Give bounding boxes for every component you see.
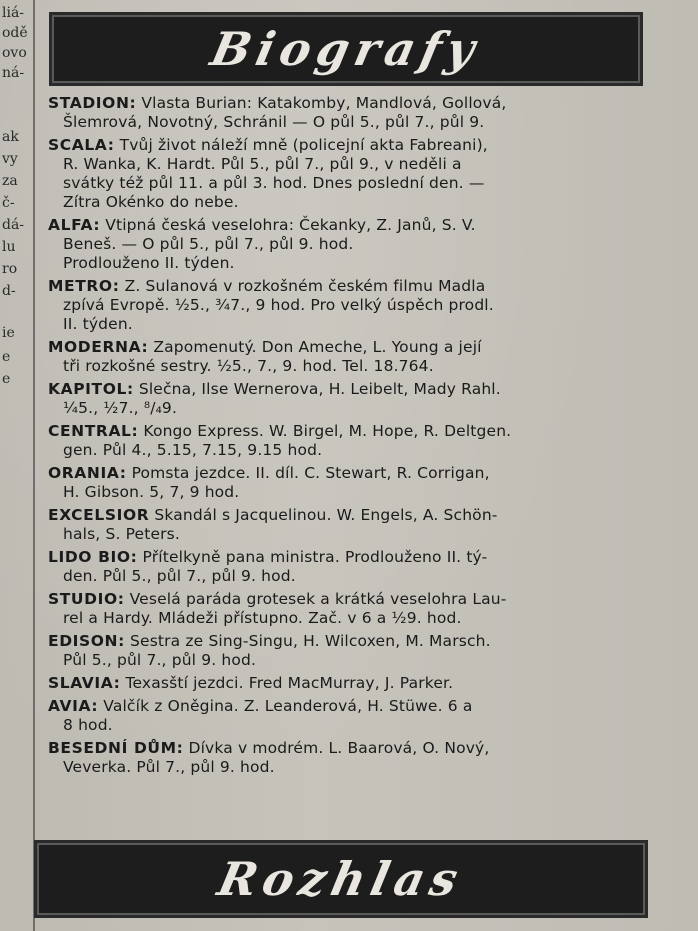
listing-entry [48,632,652,670]
fragment: dá- [2,217,25,233]
listing-text: R. Wanka, K. Hardt. Půl 5., půl 7., půl 9., v neděli a [63,155,462,173]
listing-text: Šlemrová, Novotný, Schránil — O půl 5., půl 7., půl 9. [63,113,485,131]
listing-text: Texasští jezdci. Fred MacMurray, J. Parker. [125,674,454,692]
listing-text: Beneš. — O půl 5., půl 7., půl 9. hod. [63,235,354,253]
listing-text: den. Půl 5., půl 7., půl 9. hod. [63,567,296,585]
fragment: za [2,173,18,189]
listing-text: II. týden. [63,315,133,333]
adjacent-column-fragments [0,0,30,931]
venue-name: METRO: [48,277,120,295]
listing-text: Skandál s Jacquelinou. W. Engels, A. Schön- [154,506,498,524]
listing-text: Přítelkyně pana ministra. Prodlouženo II. tý- [142,548,488,566]
fragment: ro [2,261,18,277]
fragment: liá- [2,5,25,21]
column-rule [33,0,35,931]
section-title: Biografy [206,22,486,76]
venue-name: SLAVIA: [48,674,121,692]
listing-text: hals, S. Peters. [63,525,180,543]
listing-text: Dívka v modrém. L. Baarová, O. Nový, [188,739,490,757]
biografy-banner [49,12,643,86]
fragment: ovo [2,45,27,61]
venue-name: ORANIA: [48,464,127,482]
venue-name: STADION: [48,94,137,112]
listing-text: Kongo Express. W. Birgel, M. Hope, R. Deltgen. [143,422,512,440]
listing-text: H. Gibson. 5, 7, 9 hod. [63,483,240,501]
listing-text: Slečna, Ilse Wernerova, H. Leibelt, Mady Rahl. [138,380,501,398]
listing-entry [48,380,652,418]
listing-text: Zapomenutý. Don Ameche, L. Young a její [153,338,482,356]
venue-name: BESEDNÍ DŮM: [48,739,184,757]
fragment: odě [2,25,28,41]
listing-text: ¼5., ½7., ⁸/₄9. [63,399,178,417]
listing-text: zpívá Evropě. ½5., ¾7., 9 hod. Pro velký úspěch prodl. [63,296,494,314]
fragment: lu [2,239,16,255]
venue-name: LIDO BIO: [48,548,138,566]
fragment: ná- [2,65,25,81]
listing-entry [48,674,652,693]
listing-text: Veselá paráda grotesek a krátká veselohra Lau- [129,590,507,608]
fragment: e [2,371,11,387]
fragment: vy [2,151,18,167]
listing-text: Veverka. Půl 7., půl 9. hod. [63,758,275,776]
venue-name: STUDIO: [48,590,125,608]
listing-text: Valčík z Oněgina. Z. Leanderová, H. Stüwe. 6 a [103,697,473,715]
rozhlas-banner [34,840,648,918]
fragment: č- [2,195,15,211]
listing-entry [48,277,652,334]
fragment: d- [2,283,16,299]
listing-text: Vlasta Burian: Katakomby, Mandlová, Gollová, [141,94,507,112]
fragment: ak [2,129,19,145]
listing-text: Prodlouženo II. týden. [63,254,235,272]
listing-text: Zítra Okénko do nebe. [63,193,239,211]
venue-name: ALFA: [48,216,101,234]
listing-entry [48,697,652,735]
section-title: Rozhlas [213,852,469,906]
fragment: e [2,349,11,365]
fragment: ie [2,325,15,341]
venue-name: EDISON: [48,632,125,650]
listing-text: Pomsta jezdce. II. díl. C. Stewart, R. Corrigan, [131,464,490,482]
listing-text: Tvůj život náleží mně (policejní akta Fabreani), [119,136,488,154]
venue-name: CENTRAL: [48,422,139,440]
venue-name: AVIA: [48,697,99,715]
listing-entry [48,422,652,460]
listing-text: tři rozkošné sestry. ½5., 7., 9. hod. Tel. 18.764. [63,357,434,375]
listing-entry [48,464,652,502]
venue-name: SCALA: [48,136,115,154]
listing-entry [48,548,652,586]
listing-text: Vtipná česká veselohra: Čekanky, Z. Janů, S. V. [105,216,476,234]
venue-name: KAPITOL: [48,380,134,398]
cinema-listings [48,94,652,781]
listing-entry [48,739,652,777]
listing-entry [48,590,652,628]
venue-name: MODERNA: [48,338,149,356]
venue-name: EXCELSIOR [48,506,150,524]
listing-text: Sestra ze Sing-Singu, H. Wilcoxen, M. Marsch. [130,632,491,650]
listing-entry [48,136,652,212]
listing-entry [48,94,652,132]
listing-entry [48,338,652,376]
listing-text: gen. Půl 4., 5.15, 7.15, 9.15 hod. [63,441,323,459]
listing-entry [48,506,652,544]
listing-text: Z. Sulanová v rozkošném českém filmu Madla [124,277,486,295]
listing-text: rel a Hardy. Mládeži přístupno. Zač. v 6 a ½9. hod. [63,609,462,627]
listing-text: svátky též půl 11. a půl 3. hod. Dnes poslední den. — [63,174,485,192]
listing-entry [48,216,652,273]
listing-text: Půl 5., půl 7., půl 9. hod. [63,651,257,669]
listing-text: 8 hod. [63,716,113,734]
